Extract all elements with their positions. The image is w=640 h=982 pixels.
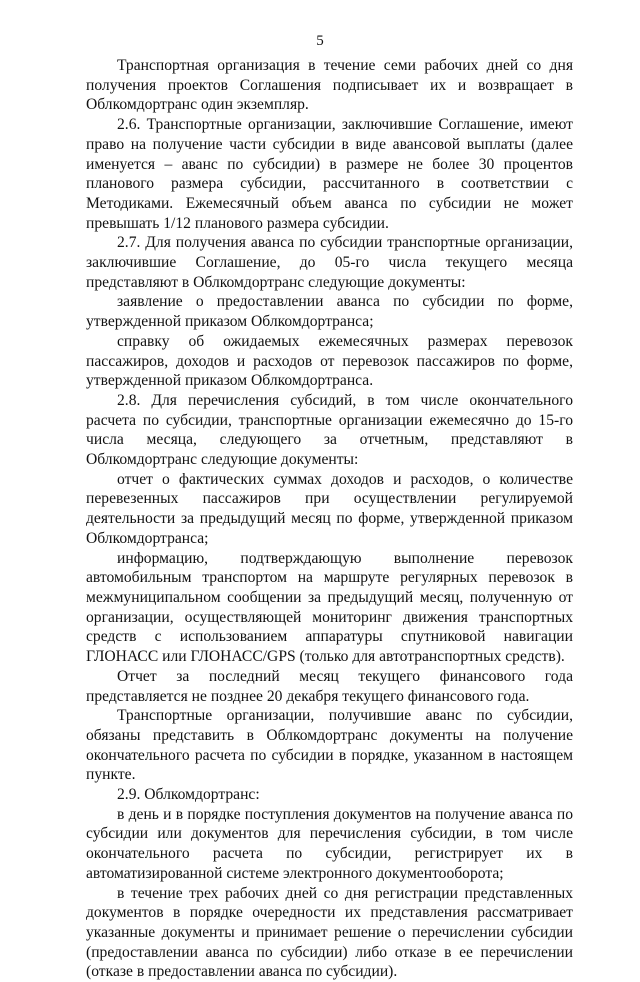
paragraph-2-6: 2.6. Транспортные организации, заключившие Соглашение, имеют право на получение части субсидии в виде авансовой выплаты (далее именуется – аванс по субсидии) в размере не более 30 процентов планового размера субсидии, рассчитанного в соответствии с Методиками. Ежемесячный объем аванса по субсидии не может превышать 1/12 планового размера субсидии. xyxy=(86,116,573,232)
paragraph-2-9: 2.9. Облкомдортранс: xyxy=(117,786,260,804)
paragraph-december-report: Отчет за последний месяц текущего финансового года представляется не позднее 20 декабря текущего финансового года. xyxy=(86,667,573,705)
list-item-monitoring-info: информацию, подтверждающую выполнение перевозок автомобильным транспортом на маршруте регулярных перевозок в межмуниципальном сообщении за предыдущий месяц, полученную от организации, осуществляющей мониторинг движения транспортных средств с использованием аппаратуры спутниковой навигации ГЛОНАСС или ГЛОНАСС/GPS (только для автотранспортных средств). xyxy=(86,549,573,666)
document-body xyxy=(86,56,573,982)
list-item-actual-report: отчет о фактических суммах доходов и расходов, о количестве перевезенных пассажиров при осуществлении регулируемой деятельности за предыдущий месяц по форме, утвержденной приказом Облкомдортранса; xyxy=(86,470,573,547)
paragraph-final-settlement: Транспортные организации, получившие аванс по субсидии, обязаны представить в Облкомдортранс документы на получение окончательного расчета по субсидии в порядке, указанном в настоящем пункте. xyxy=(86,707,573,784)
list-item-expected-volumes: справку об ожидаемых ежемесячных размерах перевозок пассажиров, доходов и расходов от перевозок пассажиров по форме, утвержденной приказом Облкомдортранса. xyxy=(86,332,573,390)
list-item-registration: в день и в порядке поступления документов на получение аванса по субсидии или документов для перечисления субсидии, в том числе окончательного расчета по субсидии, регистрирует их в автоматизированной системе электронного документооборота; xyxy=(86,805,573,882)
list-item-advance-application: заявление о предоставлении аванса по субсидии по форме, утвержденной приказом Облкомдортранса; xyxy=(86,293,573,331)
page-number: 5 xyxy=(316,33,324,49)
list-item-review-decision: в течение трех рабочих дней со дня регистрации представленных документов в порядке очередности их представления рассматривает указанные документы и принимает решение о перечислении субсидии (предоставлении аванса по субсидии) либо отказе в ее перечислении (отказе в предоставлении аванса по субсидии). xyxy=(86,884,573,981)
paragraph-2-7: 2.7. Для получения аванса по субсидии транспортные организации, заключившие Соглашение, до 05-го числа текущего месяца представляют в Облкомдортранс следующие документы: xyxy=(86,234,573,291)
paragraph-2-8: 2.8. Для перечисления субсидий, в том числе окончательного расчета по субсидии, транспортные организации ежемесячно до 15-го числа месяца, следующего за отчетным, представляют в Облкомдортранс следующие документы: xyxy=(86,391,573,469)
paragraph-agreement-return: Транспортная организация в течение семи рабочих дней со дня получения проектов Соглашения подписывает их и возвращает в Облкомдортранс один экземпляр. xyxy=(86,57,573,114)
